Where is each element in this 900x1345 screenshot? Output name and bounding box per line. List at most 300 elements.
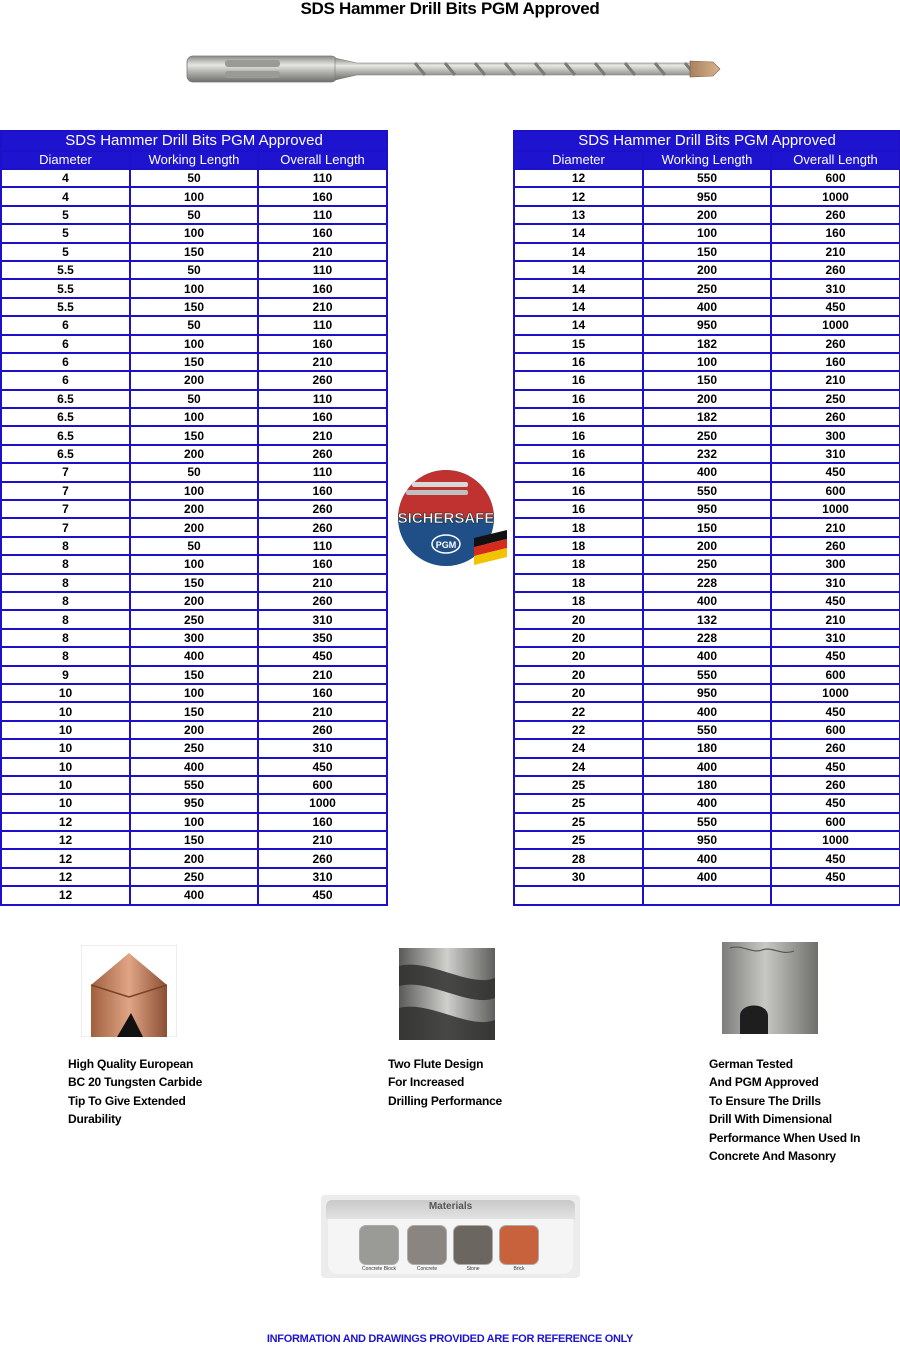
cell-diameter: 14	[514, 316, 643, 334]
table-row	[514, 518, 900, 536]
cell-working-length: 300	[130, 629, 258, 647]
cell-overall-length: 300	[771, 555, 900, 573]
cell-diameter: 8	[1, 629, 130, 647]
table-row	[1, 684, 387, 702]
table-row	[514, 279, 900, 297]
cell-overall-length: 450	[771, 647, 900, 665]
cell-diameter: 14	[514, 279, 643, 297]
table-row	[514, 868, 900, 886]
cell-working-length: 100	[130, 408, 258, 426]
cell-diameter: 10	[1, 721, 130, 739]
material-swatch	[407, 1225, 447, 1265]
cell-diameter: 5	[1, 243, 130, 261]
cell-overall-length: 310	[258, 610, 387, 628]
table-row	[514, 849, 900, 867]
cell-overall-length: 260	[258, 518, 387, 536]
cell-overall-length: 260	[258, 849, 387, 867]
cell-working-length: 150	[130, 353, 258, 371]
cell-working-length: 400	[643, 868, 771, 886]
cell-working-length: 150	[130, 426, 258, 444]
cell-working-length: 50	[130, 169, 258, 187]
cell-working-length: 200	[130, 500, 258, 518]
cell-diameter: 18	[514, 592, 643, 610]
column-header-overall-length: Overall Length	[771, 151, 900, 169]
cell-overall-length: 210	[258, 353, 387, 371]
table-row	[514, 647, 900, 665]
cell-overall-length: 160	[258, 335, 387, 353]
right-size-table	[513, 130, 900, 906]
carbide-tip-icon	[81, 945, 177, 1037]
cell-overall-length: 450	[771, 758, 900, 776]
cell-diameter: 14	[514, 243, 643, 261]
cell-diameter: 12	[514, 187, 643, 205]
cell-diameter: 16	[514, 390, 643, 408]
cell-working-length: 950	[643, 500, 771, 518]
cell-working-length: 200	[130, 592, 258, 610]
cell-overall-length: 350	[258, 629, 387, 647]
cell-diameter: 16	[514, 500, 643, 518]
cell-diameter: 16	[514, 408, 643, 426]
cell-diameter: 14	[514, 298, 643, 316]
cell-diameter: 12	[1, 886, 130, 904]
cell-overall-length: 160	[258, 187, 387, 205]
cell-overall-length: 160	[258, 684, 387, 702]
cell-diameter: 10	[1, 758, 130, 776]
cell-working-length: 50	[130, 390, 258, 408]
cell-diameter: 12	[1, 849, 130, 867]
table-row	[514, 574, 900, 592]
feature-text-tested: German Tested And PGM Approved To Ensure The Drills Drill With Dimensional Performance When Used In Concrete And Masonry	[709, 1057, 861, 1164]
table-row	[1, 813, 387, 831]
cell-diameter: 8	[1, 647, 130, 665]
cell-working-length: 250	[643, 555, 771, 573]
table-row	[514, 298, 900, 316]
cell-working-length: 200	[643, 206, 771, 224]
cell-overall-length: 310	[771, 445, 900, 463]
cell-working-length: 200	[643, 261, 771, 279]
cell-overall-length: 210	[258, 426, 387, 444]
cell-overall-length: 160	[258, 555, 387, 573]
table-row	[1, 537, 387, 555]
table-row	[1, 298, 387, 316]
cell-overall-length: 210	[258, 666, 387, 684]
cell-diameter: 15	[514, 335, 643, 353]
table-row	[1, 518, 387, 536]
cell-working-length: 400	[643, 849, 771, 867]
table-row	[514, 886, 900, 904]
cell-diameter: 8	[1, 574, 130, 592]
cell-diameter: 8	[1, 610, 130, 628]
cell-overall-length: 210	[771, 243, 900, 261]
cell-working-length: 400	[130, 758, 258, 776]
cell-overall-length: 300	[771, 426, 900, 444]
cell-working-length: 100	[130, 813, 258, 831]
material-label: Concrete Block	[362, 1266, 396, 1272]
column-header-diameter: Diameter	[1, 151, 130, 169]
table-row	[514, 702, 900, 720]
cell-overall-length: 110	[258, 261, 387, 279]
cell-working-length: 150	[130, 831, 258, 849]
sds-shank-icon	[722, 942, 818, 1034]
cell-working-length: 100	[130, 187, 258, 205]
cell-overall-length: 260	[771, 206, 900, 224]
cell-overall-length: 450	[258, 758, 387, 776]
cell-diameter: 10	[1, 739, 130, 757]
table-row	[514, 206, 900, 224]
table-row	[514, 463, 900, 481]
table-row	[514, 831, 900, 849]
cell-working-length: 400	[130, 647, 258, 665]
cell-working-length: 228	[643, 629, 771, 647]
cell-working-length: 150	[643, 371, 771, 389]
cell-working-length: 180	[643, 739, 771, 757]
cell-overall-length: 250	[771, 390, 900, 408]
cell-diameter: 18	[514, 555, 643, 573]
cell-working-length: 200	[130, 721, 258, 739]
table-row	[514, 261, 900, 279]
table-row	[1, 243, 387, 261]
table-row	[514, 739, 900, 757]
cell-working-length	[643, 886, 771, 904]
cell-diameter: 14	[514, 224, 643, 242]
table-row	[514, 224, 900, 242]
cell-overall-length: 600	[771, 666, 900, 684]
cell-diameter: 4	[1, 187, 130, 205]
cell-diameter	[514, 886, 643, 904]
cell-working-length: 100	[130, 482, 258, 500]
cell-overall-length: 600	[771, 169, 900, 187]
cell-overall-length: 260	[258, 721, 387, 739]
cell-working-length: 950	[643, 684, 771, 702]
cell-working-length: 228	[643, 574, 771, 592]
cell-overall-length: 160	[258, 279, 387, 297]
cell-diameter: 6.5	[1, 408, 130, 426]
cell-overall-length: 450	[771, 794, 900, 812]
cell-diameter: 20	[514, 666, 643, 684]
cell-diameter: 6.5	[1, 390, 130, 408]
cell-working-length: 950	[643, 831, 771, 849]
cell-working-length: 250	[643, 426, 771, 444]
cell-working-length: 232	[643, 445, 771, 463]
cell-working-length: 950	[130, 794, 258, 812]
table-row	[1, 353, 387, 371]
cell-working-length: 550	[643, 666, 771, 684]
table-row	[514, 555, 900, 573]
cell-diameter: 30	[514, 868, 643, 886]
cell-overall-length: 160	[771, 353, 900, 371]
cell-diameter: 6	[1, 335, 130, 353]
cell-diameter: 24	[514, 739, 643, 757]
table-row	[1, 390, 387, 408]
cell-overall-length: 110	[258, 316, 387, 334]
cell-diameter: 22	[514, 702, 643, 720]
cell-overall-length: 260	[771, 776, 900, 794]
cell-working-length: 950	[643, 316, 771, 334]
feature-text-carbide: High Quality European BC 20 Tungsten Carbide Tip To Give Extended Durability	[68, 1057, 203, 1127]
cell-diameter: 5.5	[1, 261, 130, 279]
cell-overall-length: 600	[771, 721, 900, 739]
table-row	[514, 408, 900, 426]
cell-diameter: 6	[1, 316, 130, 334]
cell-working-length: 250	[130, 739, 258, 757]
cell-working-length: 550	[130, 776, 258, 794]
table-row	[1, 463, 387, 481]
cell-diameter: 5.5	[1, 298, 130, 316]
table-row	[514, 316, 900, 334]
cell-working-length: 132	[643, 610, 771, 628]
cell-diameter: 5	[1, 206, 130, 224]
cell-overall-length: 450	[258, 647, 387, 665]
cell-diameter: 12	[514, 169, 643, 187]
cell-diameter: 6.5	[1, 445, 130, 463]
table-row	[1, 408, 387, 426]
table-row	[514, 758, 900, 776]
table-row	[1, 187, 387, 205]
cell-working-length: 550	[643, 482, 771, 500]
cell-working-length: 550	[643, 813, 771, 831]
cell-working-length: 400	[643, 794, 771, 812]
cell-overall-length: 260	[258, 371, 387, 389]
column-header-working-length: Working Length	[130, 151, 258, 169]
cell-working-length: 250	[643, 279, 771, 297]
cell-diameter: 16	[514, 426, 643, 444]
flute-icon	[399, 948, 495, 1040]
table-row	[514, 813, 900, 831]
cell-diameter: 6.5	[1, 426, 130, 444]
cell-overall-length: 260	[258, 500, 387, 518]
material-swatch	[359, 1225, 399, 1265]
cell-overall-length: 600	[771, 482, 900, 500]
cell-working-length: 50	[130, 316, 258, 334]
table-row	[1, 849, 387, 867]
table-row	[1, 482, 387, 500]
cell-overall-length: 210	[771, 610, 900, 628]
cell-diameter: 18	[514, 537, 643, 555]
table-row	[1, 647, 387, 665]
materials-panel	[321, 1195, 580, 1278]
cell-working-length: 182	[643, 335, 771, 353]
cell-overall-length: 210	[258, 702, 387, 720]
table-row	[1, 739, 387, 757]
table-row	[1, 574, 387, 592]
table-row	[514, 684, 900, 702]
cell-working-length: 150	[130, 666, 258, 684]
cell-overall-length: 450	[258, 886, 387, 904]
cell-diameter: 18	[514, 574, 643, 592]
table-row	[1, 758, 387, 776]
cell-overall-length: 1000	[771, 684, 900, 702]
logo-badge: PGM	[435, 540, 457, 550]
cell-overall-length: 260	[771, 335, 900, 353]
cell-diameter: 10	[1, 702, 130, 720]
cell-diameter: 16	[514, 463, 643, 481]
cell-overall-length: 210	[771, 518, 900, 536]
cell-overall-length: 310	[258, 739, 387, 757]
cell-overall-length: 210	[258, 831, 387, 849]
cell-diameter: 7	[1, 482, 130, 500]
table-row	[514, 537, 900, 555]
cell-working-length: 200	[130, 445, 258, 463]
cell-working-length: 100	[643, 353, 771, 371]
cell-overall-length: 260	[771, 261, 900, 279]
cell-overall-length: 450	[771, 849, 900, 867]
cell-working-length: 100	[130, 224, 258, 242]
cell-overall-length: 450	[771, 702, 900, 720]
cell-diameter: 8	[1, 592, 130, 610]
table-row	[514, 445, 900, 463]
cell-working-length: 550	[643, 721, 771, 739]
table-row	[1, 794, 387, 812]
cell-diameter: 10	[1, 794, 130, 812]
cell-diameter: 7	[1, 463, 130, 481]
cell-diameter: 6	[1, 353, 130, 371]
table-row	[1, 776, 387, 794]
material-swatch	[453, 1225, 493, 1265]
table-row	[1, 206, 387, 224]
cell-working-length: 200	[643, 390, 771, 408]
cell-overall-length: 600	[258, 776, 387, 794]
table-caption: SDS Hammer Drill Bits PGM Approved	[514, 131, 900, 151]
cell-diameter: 10	[1, 776, 130, 794]
cell-overall-length: 160	[771, 224, 900, 242]
cell-working-length: 400	[643, 592, 771, 610]
cell-working-length: 180	[643, 776, 771, 794]
cell-overall-length: 110	[258, 390, 387, 408]
material-concrete-block	[359, 1225, 399, 1272]
cell-diameter: 25	[514, 776, 643, 794]
cell-overall-length: 260	[258, 445, 387, 463]
cell-working-length: 150	[643, 243, 771, 261]
cell-working-length: 400	[130, 886, 258, 904]
cell-working-length: 50	[130, 206, 258, 224]
cell-diameter: 16	[514, 353, 643, 371]
cell-overall-length: 450	[771, 868, 900, 886]
table-row	[514, 371, 900, 389]
cell-diameter: 5.5	[1, 279, 130, 297]
table-row	[1, 831, 387, 849]
cell-working-length: 950	[643, 187, 771, 205]
material-label: Stone	[466, 1266, 480, 1272]
table-row	[1, 868, 387, 886]
cell-overall-length: 110	[258, 169, 387, 187]
cell-working-length: 400	[643, 758, 771, 776]
cell-working-length: 250	[130, 868, 258, 886]
cell-working-length: 150	[643, 518, 771, 536]
cell-overall-length: 1000	[771, 500, 900, 518]
table-row	[514, 243, 900, 261]
cell-diameter: 8	[1, 537, 130, 555]
cell-overall-length: 600	[771, 813, 900, 831]
cell-overall-length: 1000	[258, 794, 387, 812]
cell-working-length: 50	[130, 537, 258, 555]
table-row	[1, 500, 387, 518]
cell-diameter: 7	[1, 500, 130, 518]
cell-overall-length: 260	[258, 592, 387, 610]
column-header-diameter: Diameter	[514, 151, 643, 169]
cell-diameter: 14	[514, 261, 643, 279]
cell-working-length: 200	[130, 849, 258, 867]
table-row	[514, 629, 900, 647]
page-title: SDS Hammer Drill Bits PGM Approved	[300, 0, 600, 18]
cell-overall-length: 310	[771, 574, 900, 592]
table-row	[514, 390, 900, 408]
cell-overall-length: 450	[771, 592, 900, 610]
cell-overall-length: 310	[771, 629, 900, 647]
cell-diameter: 16	[514, 482, 643, 500]
cell-overall-length: 450	[771, 298, 900, 316]
table-row	[1, 371, 387, 389]
left-size-table	[0, 130, 388, 906]
table-row	[514, 187, 900, 205]
table-row	[1, 426, 387, 444]
cell-overall-length: 160	[258, 408, 387, 426]
cell-overall-length: 260	[771, 408, 900, 426]
cell-diameter: 12	[1, 831, 130, 849]
table-row	[1, 316, 387, 334]
table-row	[514, 721, 900, 739]
table-row	[514, 666, 900, 684]
cell-overall-length: 210	[258, 574, 387, 592]
cell-diameter: 12	[1, 813, 130, 831]
cell-overall-length: 1000	[771, 831, 900, 849]
cell-diameter: 22	[514, 721, 643, 739]
cell-working-length: 100	[643, 224, 771, 242]
cell-overall-length: 110	[258, 463, 387, 481]
material-stone	[453, 1225, 493, 1272]
cell-working-length: 150	[130, 702, 258, 720]
cell-diameter: 20	[514, 647, 643, 665]
table-row	[1, 555, 387, 573]
cell-overall-length: 160	[258, 813, 387, 831]
table-row	[514, 426, 900, 444]
sichersafe-logo	[396, 468, 508, 568]
table-row	[514, 776, 900, 794]
cell-working-length: 400	[643, 463, 771, 481]
materials-title: Materials	[428, 1201, 473, 1212]
cell-overall-length: 110	[258, 206, 387, 224]
cell-working-length: 182	[643, 408, 771, 426]
table-row	[1, 886, 387, 904]
disclaimer-footer: INFORMATION AND DRAWINGS PROVIDED ARE FOR REFERENCE ONLY	[266, 1333, 634, 1345]
material-swatch	[499, 1225, 539, 1265]
column-header-overall-length: Overall Length	[258, 151, 387, 169]
table-row	[514, 353, 900, 371]
cell-overall-length: 1000	[771, 187, 900, 205]
table-row	[1, 445, 387, 463]
material-brick	[499, 1225, 539, 1272]
table-row	[1, 169, 387, 187]
table-row	[1, 279, 387, 297]
material-label: Concrete	[416, 1266, 438, 1272]
cell-diameter: 20	[514, 610, 643, 628]
cell-diameter: 18	[514, 518, 643, 536]
cell-working-length: 100	[130, 279, 258, 297]
cell-working-length: 100	[130, 335, 258, 353]
cell-working-length: 400	[643, 298, 771, 316]
cell-diameter: 16	[514, 445, 643, 463]
table-row	[514, 592, 900, 610]
cell-overall-length	[771, 886, 900, 904]
table-row	[1, 702, 387, 720]
cell-diameter: 8	[1, 555, 130, 573]
table-row	[514, 335, 900, 353]
cell-overall-length: 210	[771, 371, 900, 389]
table-row	[514, 610, 900, 628]
cell-diameter: 16	[514, 371, 643, 389]
cell-working-length: 550	[643, 169, 771, 187]
cell-working-length: 400	[643, 647, 771, 665]
cell-overall-length: 210	[258, 298, 387, 316]
